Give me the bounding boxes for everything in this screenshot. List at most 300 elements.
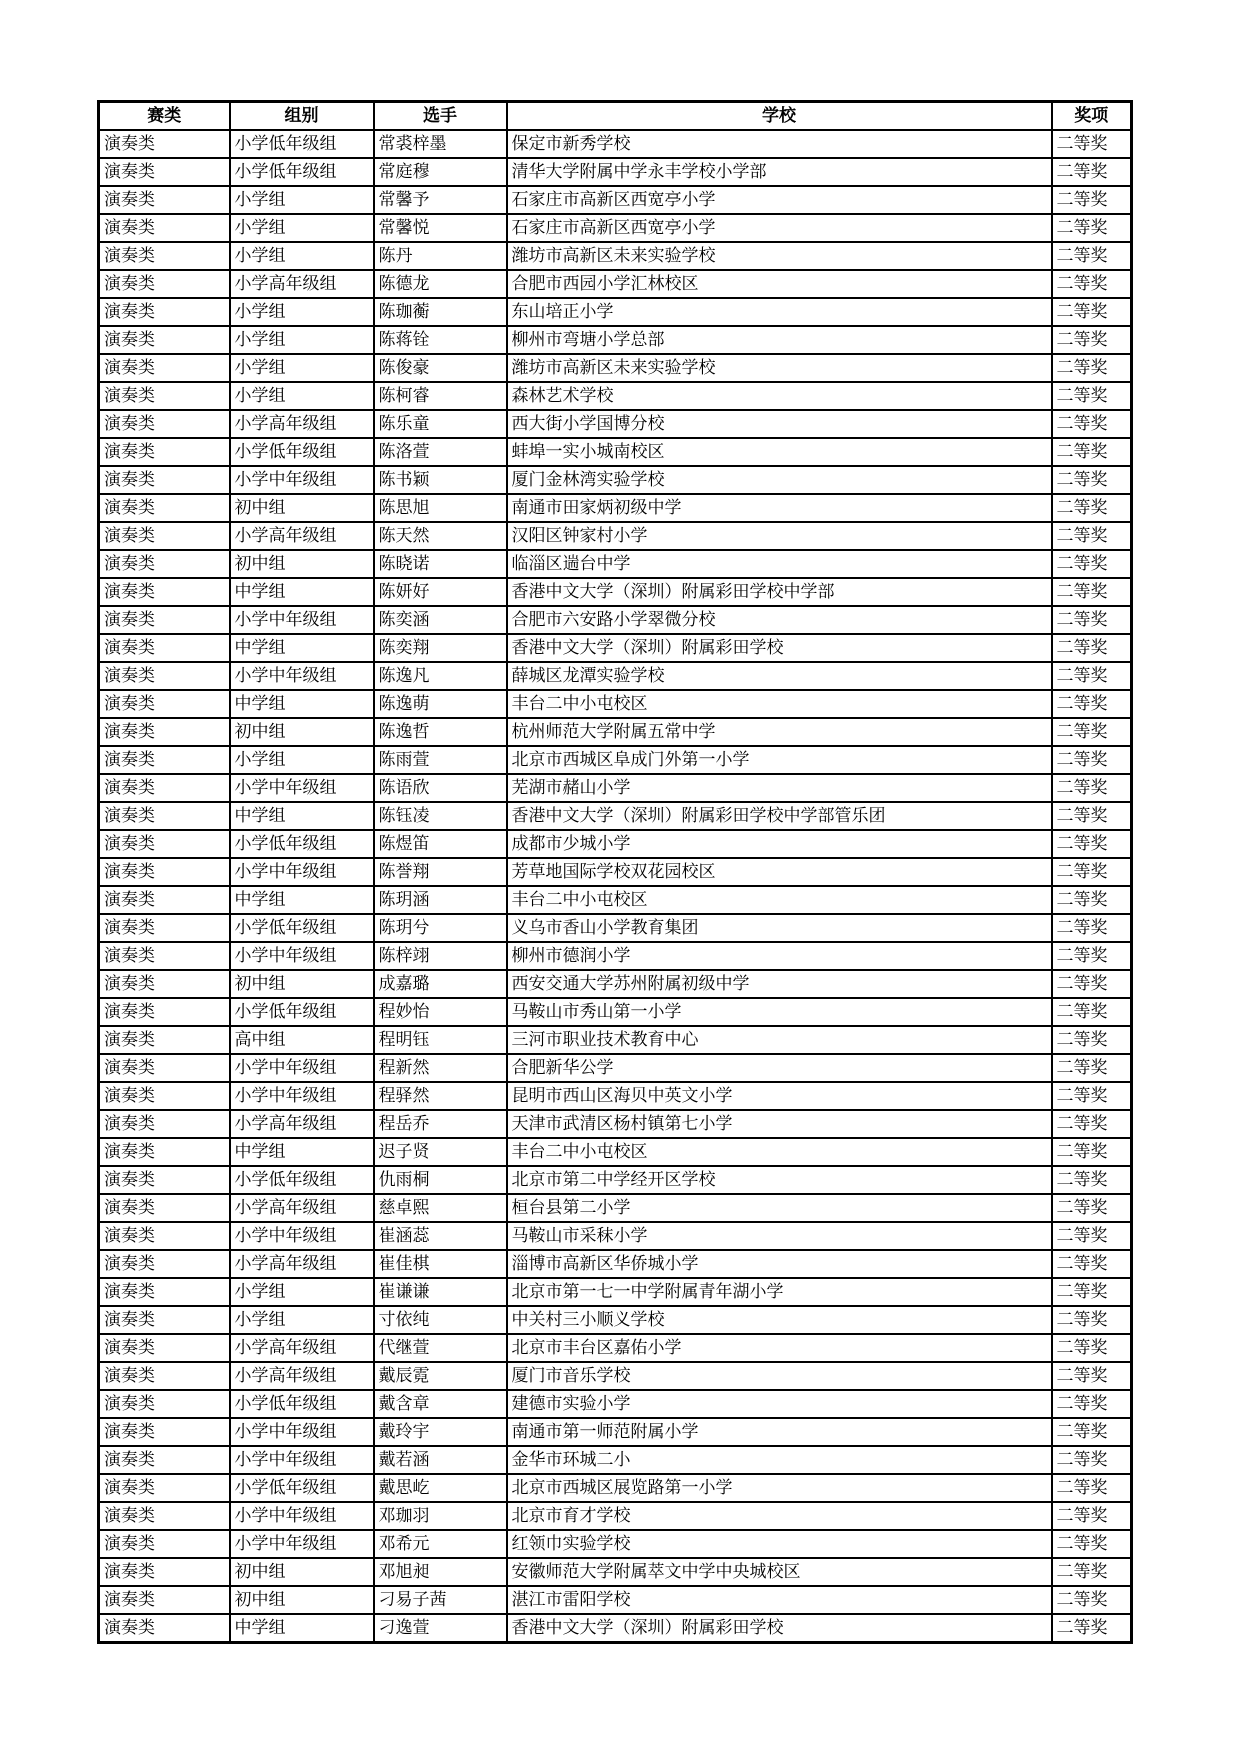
table-row xyxy=(99,1586,1132,1614)
cell-category: 演奏类 xyxy=(99,970,230,998)
cell-award: 二等奖 xyxy=(1052,494,1132,522)
cell-group: 中学组 xyxy=(230,1614,374,1643)
cell-award: 二等奖 xyxy=(1052,1110,1132,1138)
cell-award: 二等奖 xyxy=(1052,550,1132,578)
cell-category: 演奏类 xyxy=(99,1278,230,1306)
cell-award: 二等奖 xyxy=(1052,1138,1132,1166)
cell-contestant: 陈俊豪 xyxy=(374,354,507,382)
table-header-row xyxy=(99,102,1132,131)
cell-award: 二等奖 xyxy=(1052,1362,1132,1390)
cell-group: 小学中年级组 xyxy=(230,858,374,886)
cell-school: 丰台二中小屯校区 xyxy=(507,1138,1052,1166)
cell-school: 马鞍山市秀山第一小学 xyxy=(507,998,1052,1026)
cell-school: 北京市丰台区嘉佑小学 xyxy=(507,1334,1052,1362)
table-row xyxy=(99,1278,1132,1306)
cell-school: 义乌市香山小学教育集团 xyxy=(507,914,1052,942)
cell-category: 演奏类 xyxy=(99,858,230,886)
cell-group: 小学中年级组 xyxy=(230,774,374,802)
cell-award: 二等奖 xyxy=(1052,634,1132,662)
cell-award: 二等奖 xyxy=(1052,942,1132,970)
cell-award: 二等奖 xyxy=(1052,606,1132,634)
cell-contestant: 陈珈蘅 xyxy=(374,298,507,326)
cell-award: 二等奖 xyxy=(1052,1474,1132,1502)
cell-school: 昆明市西山区海贝中英文小学 xyxy=(507,1082,1052,1110)
cell-group: 小学中年级组 xyxy=(230,662,374,690)
cell-award: 二等奖 xyxy=(1052,158,1132,186)
table-row xyxy=(99,298,1132,326)
cell-group: 小学高年级组 xyxy=(230,1110,374,1138)
cell-award: 二等奖 xyxy=(1052,1054,1132,1082)
cell-school: 红领巾实验学校 xyxy=(507,1530,1052,1558)
cell-school: 南通市第一师范附属小学 xyxy=(507,1418,1052,1446)
cell-contestant: 常裘梓墨 xyxy=(374,130,507,158)
table-row xyxy=(99,634,1132,662)
cell-group: 小学高年级组 xyxy=(230,1362,374,1390)
cell-group: 小学低年级组 xyxy=(230,1474,374,1502)
cell-award: 二等奖 xyxy=(1052,1026,1132,1054)
table-row xyxy=(99,1222,1132,1250)
cell-contestant: 陈妍好 xyxy=(374,578,507,606)
cell-school: 马鞍山市采秣小学 xyxy=(507,1222,1052,1250)
cell-award: 二等奖 xyxy=(1052,886,1132,914)
cell-school: 建德市实验小学 xyxy=(507,1390,1052,1418)
cell-group: 高中组 xyxy=(230,1026,374,1054)
cell-award: 二等奖 xyxy=(1052,662,1132,690)
cell-group: 小学低年级组 xyxy=(230,830,374,858)
cell-category: 演奏类 xyxy=(99,1082,230,1110)
cell-category: 演奏类 xyxy=(99,662,230,690)
table-row xyxy=(99,1194,1132,1222)
cell-contestant: 陈天然 xyxy=(374,522,507,550)
cell-group: 小学中年级组 xyxy=(230,1082,374,1110)
cell-award: 二等奖 xyxy=(1052,1306,1132,1334)
cell-contestant: 陈奕涵 xyxy=(374,606,507,634)
cell-category: 演奏类 xyxy=(99,1586,230,1614)
cell-category: 演奏类 xyxy=(99,1166,230,1194)
cell-school: 合肥市西园小学汇林校区 xyxy=(507,270,1052,298)
cell-award: 二等奖 xyxy=(1052,718,1132,746)
cell-group: 中学组 xyxy=(230,634,374,662)
cell-contestant: 陈逸萌 xyxy=(374,690,507,718)
cell-contestant: 常馨予 xyxy=(374,186,507,214)
cell-group: 小学组 xyxy=(230,1278,374,1306)
cell-group: 小学高年级组 xyxy=(230,1334,374,1362)
cell-contestant: 代继萱 xyxy=(374,1334,507,1362)
cell-category: 演奏类 xyxy=(99,298,230,326)
cell-category: 演奏类 xyxy=(99,1418,230,1446)
cell-school: 蚌埠一实小城南校区 xyxy=(507,438,1052,466)
cell-category: 演奏类 xyxy=(99,1446,230,1474)
cell-award: 二等奖 xyxy=(1052,858,1132,886)
cell-group: 小学组 xyxy=(230,1306,374,1334)
cell-contestant: 程明钰 xyxy=(374,1026,507,1054)
cell-group: 初中组 xyxy=(230,1558,374,1586)
cell-contestant: 陈钰凌 xyxy=(374,802,507,830)
cell-award: 二等奖 xyxy=(1052,578,1132,606)
cell-category: 演奏类 xyxy=(99,774,230,802)
cell-award: 二等奖 xyxy=(1052,1530,1132,1558)
cell-award: 二等奖 xyxy=(1052,1194,1132,1222)
cell-award: 二等奖 xyxy=(1052,326,1132,354)
cell-category: 演奏类 xyxy=(99,1222,230,1250)
table-row xyxy=(99,1418,1132,1446)
table-row xyxy=(99,1334,1132,1362)
column-header-category: 赛类 xyxy=(99,102,230,131)
cell-group: 小学中年级组 xyxy=(230,1418,374,1446)
cell-award: 二等奖 xyxy=(1052,410,1132,438)
cell-category: 演奏类 xyxy=(99,1390,230,1418)
cell-school: 芜湖市赭山小学 xyxy=(507,774,1052,802)
table-row xyxy=(99,270,1132,298)
cell-category: 演奏类 xyxy=(99,942,230,970)
cell-category: 演奏类 xyxy=(99,1474,230,1502)
cell-contestant: 程妙怡 xyxy=(374,998,507,1026)
cell-group: 小学组 xyxy=(230,326,374,354)
cell-group: 小学低年级组 xyxy=(230,130,374,158)
cell-school: 丰台二中小屯校区 xyxy=(507,690,1052,718)
cell-contestant: 成嘉璐 xyxy=(374,970,507,998)
cell-group: 小学中年级组 xyxy=(230,1530,374,1558)
cell-category: 演奏类 xyxy=(99,1334,230,1362)
cell-award: 二等奖 xyxy=(1052,214,1132,242)
cell-award: 二等奖 xyxy=(1052,830,1132,858)
cell-contestant: 陈玥兮 xyxy=(374,914,507,942)
cell-group: 小学低年级组 xyxy=(230,1166,374,1194)
cell-award: 二等奖 xyxy=(1052,1418,1132,1446)
cell-contestant: 邓旭昶 xyxy=(374,1558,507,1586)
cell-award: 二等奖 xyxy=(1052,1390,1132,1418)
cell-group: 小学组 xyxy=(230,354,374,382)
cell-group: 小学中年级组 xyxy=(230,466,374,494)
cell-group: 中学组 xyxy=(230,802,374,830)
table-row xyxy=(99,354,1132,382)
cell-award: 二等奖 xyxy=(1052,438,1132,466)
cell-contestant: 邓珈羽 xyxy=(374,1502,507,1530)
cell-award: 二等奖 xyxy=(1052,690,1132,718)
cell-group: 小学中年级组 xyxy=(230,1502,374,1530)
cell-school: 合肥市六安路小学翠微分校 xyxy=(507,606,1052,634)
cell-contestant: 崔谦谦 xyxy=(374,1278,507,1306)
cell-group: 小学组 xyxy=(230,214,374,242)
cell-category: 演奏类 xyxy=(99,186,230,214)
cell-award: 二等奖 xyxy=(1052,1222,1132,1250)
table-row xyxy=(99,242,1132,270)
cell-award: 二等奖 xyxy=(1052,522,1132,550)
table-row xyxy=(99,382,1132,410)
cell-contestant: 陈语欣 xyxy=(374,774,507,802)
cell-school: 清华大学附属中学永丰学校小学部 xyxy=(507,158,1052,186)
cell-group: 小学高年级组 xyxy=(230,522,374,550)
cell-group: 小学组 xyxy=(230,746,374,774)
cell-school: 潍坊市高新区未来实验学校 xyxy=(507,242,1052,270)
table-row xyxy=(99,802,1132,830)
table-row xyxy=(99,438,1132,466)
table-row xyxy=(99,130,1132,158)
table-row xyxy=(99,606,1132,634)
cell-award: 二等奖 xyxy=(1052,914,1132,942)
table-row xyxy=(99,1250,1132,1278)
cell-contestant: 陈丹 xyxy=(374,242,507,270)
cell-group: 小学高年级组 xyxy=(230,1194,374,1222)
cell-contestant: 戴含章 xyxy=(374,1390,507,1418)
cell-contestant: 戴若涵 xyxy=(374,1446,507,1474)
cell-contestant: 戴思屹 xyxy=(374,1474,507,1502)
cell-category: 演奏类 xyxy=(99,606,230,634)
cell-category: 演奏类 xyxy=(99,886,230,914)
table-row xyxy=(99,466,1132,494)
cell-contestant: 邓希元 xyxy=(374,1530,507,1558)
table-row xyxy=(99,326,1132,354)
cell-group: 中学组 xyxy=(230,1138,374,1166)
table-row xyxy=(99,550,1132,578)
cell-award: 二等奖 xyxy=(1052,1250,1132,1278)
cell-group: 小学组 xyxy=(230,382,374,410)
cell-category: 演奏类 xyxy=(99,1558,230,1586)
cell-school: 石家庄市高新区西宽亭小学 xyxy=(507,186,1052,214)
cell-group: 小学中年级组 xyxy=(230,942,374,970)
cell-school: 香港中文大学（深圳）附属彩田学校 xyxy=(507,1614,1052,1643)
cell-group: 小学高年级组 xyxy=(230,410,374,438)
cell-award: 二等奖 xyxy=(1052,998,1132,1026)
cell-school: 香港中文大学（深圳）附属彩田学校中学部 xyxy=(507,578,1052,606)
cell-category: 演奏类 xyxy=(99,578,230,606)
cell-contestant: 陈煜笛 xyxy=(374,830,507,858)
cell-group: 小学低年级组 xyxy=(230,1390,374,1418)
cell-contestant: 陈乐童 xyxy=(374,410,507,438)
cell-category: 演奏类 xyxy=(99,746,230,774)
cell-contestant: 寸依纯 xyxy=(374,1306,507,1334)
table-row xyxy=(99,214,1132,242)
table-row xyxy=(99,1614,1132,1643)
cell-category: 演奏类 xyxy=(99,270,230,298)
table-row xyxy=(99,970,1132,998)
cell-school: 保定市新秀学校 xyxy=(507,130,1052,158)
cell-school: 临淄区遄台中学 xyxy=(507,550,1052,578)
cell-category: 演奏类 xyxy=(99,382,230,410)
cell-group: 小学低年级组 xyxy=(230,158,374,186)
cell-school: 潍坊市高新区未来实验学校 xyxy=(507,354,1052,382)
cell-group: 小学低年级组 xyxy=(230,998,374,1026)
cell-award: 二等奖 xyxy=(1052,354,1132,382)
cell-school: 成都市少城小学 xyxy=(507,830,1052,858)
table-row xyxy=(99,1306,1132,1334)
cell-category: 演奏类 xyxy=(99,1614,230,1643)
table-row xyxy=(99,886,1132,914)
cell-category: 演奏类 xyxy=(99,410,230,438)
table-row xyxy=(99,1362,1132,1390)
cell-category: 演奏类 xyxy=(99,1054,230,1082)
cell-award: 二等奖 xyxy=(1052,1334,1132,1362)
cell-category: 演奏类 xyxy=(99,1362,230,1390)
cell-school: 中关村三小顺义学校 xyxy=(507,1306,1052,1334)
cell-school: 北京市西城区阜成门外第一小学 xyxy=(507,746,1052,774)
cell-contestant: 陈德龙 xyxy=(374,270,507,298)
cell-contestant: 陈奕翔 xyxy=(374,634,507,662)
cell-group: 初中组 xyxy=(230,1586,374,1614)
cell-category: 演奏类 xyxy=(99,130,230,158)
cell-contestant: 崔佳棋 xyxy=(374,1250,507,1278)
cell-category: 演奏类 xyxy=(99,1138,230,1166)
cell-group: 小学高年级组 xyxy=(230,270,374,298)
cell-award: 二等奖 xyxy=(1052,1278,1132,1306)
cell-group: 小学组 xyxy=(230,186,374,214)
cell-award: 二等奖 xyxy=(1052,802,1132,830)
cell-contestant: 陈晓诺 xyxy=(374,550,507,578)
cell-school: 石家庄市高新区西宽亭小学 xyxy=(507,214,1052,242)
table-row xyxy=(99,158,1132,186)
table-row xyxy=(99,578,1132,606)
column-header-contestant: 选手 xyxy=(374,102,507,131)
table-row xyxy=(99,1558,1132,1586)
table-body xyxy=(99,130,1132,1643)
table-row xyxy=(99,1054,1132,1082)
cell-group: 小学低年级组 xyxy=(230,438,374,466)
cell-contestant: 戴辰霓 xyxy=(374,1362,507,1390)
table-row xyxy=(99,410,1132,438)
cell-contestant: 程新然 xyxy=(374,1054,507,1082)
table-row xyxy=(99,998,1132,1026)
table-row xyxy=(99,1446,1132,1474)
table-row xyxy=(99,942,1132,970)
cell-school: 北京市育才学校 xyxy=(507,1502,1052,1530)
table-row xyxy=(99,1502,1132,1530)
cell-school: 西安交通大学苏州附属初级中学 xyxy=(507,970,1052,998)
cell-contestant: 常馨悦 xyxy=(374,214,507,242)
cell-school: 北京市第二中学经开区学校 xyxy=(507,1166,1052,1194)
column-header-group: 组别 xyxy=(230,102,374,131)
cell-school: 香港中文大学（深圳）附属彩田学校中学部管乐团 xyxy=(507,802,1052,830)
cell-school: 西大街小学国博分校 xyxy=(507,410,1052,438)
cell-category: 演奏类 xyxy=(99,1110,230,1138)
cell-category: 演奏类 xyxy=(99,998,230,1026)
cell-award: 二等奖 xyxy=(1052,466,1132,494)
cell-award: 二等奖 xyxy=(1052,298,1132,326)
cell-award: 二等奖 xyxy=(1052,382,1132,410)
cell-contestant: 迟子贤 xyxy=(374,1138,507,1166)
cell-group: 小学中年级组 xyxy=(230,1222,374,1250)
cell-group: 中学组 xyxy=(230,690,374,718)
table-row xyxy=(99,494,1132,522)
cell-category: 演奏类 xyxy=(99,802,230,830)
cell-school: 合肥新华公学 xyxy=(507,1054,1052,1082)
cell-group: 初中组 xyxy=(230,494,374,522)
cell-category: 演奏类 xyxy=(99,326,230,354)
cell-school: 森林艺术学校 xyxy=(507,382,1052,410)
cell-award: 二等奖 xyxy=(1052,130,1132,158)
cell-award: 二等奖 xyxy=(1052,270,1132,298)
cell-contestant: 常庭穆 xyxy=(374,158,507,186)
cell-group: 中学组 xyxy=(230,886,374,914)
cell-award: 二等奖 xyxy=(1052,1082,1132,1110)
cell-school: 薛城区龙潭实验学校 xyxy=(507,662,1052,690)
cell-category: 演奏类 xyxy=(99,1306,230,1334)
cell-school: 北京市第一七一中学附属青年湖小学 xyxy=(507,1278,1052,1306)
cell-school: 淄博市高新区华侨城小学 xyxy=(507,1250,1052,1278)
award-table xyxy=(97,100,1133,1644)
cell-group: 小学高年级组 xyxy=(230,1250,374,1278)
cell-award: 二等奖 xyxy=(1052,746,1132,774)
cell-school: 芳草地国际学校双花园校区 xyxy=(507,858,1052,886)
cell-category: 演奏类 xyxy=(99,914,230,942)
cell-school: 厦门市音乐学校 xyxy=(507,1362,1052,1390)
table-row xyxy=(99,1026,1132,1054)
cell-contestant: 陈蒋铨 xyxy=(374,326,507,354)
cell-school: 柳州市弯塘小学总部 xyxy=(507,326,1052,354)
cell-category: 演奏类 xyxy=(99,1530,230,1558)
cell-award: 二等奖 xyxy=(1052,774,1132,802)
cell-category: 演奏类 xyxy=(99,718,230,746)
cell-school: 厦门金林湾实验学校 xyxy=(507,466,1052,494)
cell-category: 演奏类 xyxy=(99,522,230,550)
cell-school: 东山培正小学 xyxy=(507,298,1052,326)
cell-group: 小学组 xyxy=(230,242,374,270)
cell-school: 安徽师范大学附属萃文中学中央城校区 xyxy=(507,1558,1052,1586)
table-row xyxy=(99,186,1132,214)
table-row xyxy=(99,662,1132,690)
cell-category: 演奏类 xyxy=(99,1194,230,1222)
cell-group: 小学中年级组 xyxy=(230,1446,374,1474)
table-row xyxy=(99,1110,1132,1138)
cell-award: 二等奖 xyxy=(1052,970,1132,998)
cell-group: 小学低年级组 xyxy=(230,914,374,942)
cell-school: 柳州市德润小学 xyxy=(507,942,1052,970)
cell-group: 初中组 xyxy=(230,970,374,998)
cell-group: 中学组 xyxy=(230,578,374,606)
cell-category: 演奏类 xyxy=(99,550,230,578)
cell-contestant: 陈誉翔 xyxy=(374,858,507,886)
cell-category: 演奏类 xyxy=(99,214,230,242)
cell-contestant: 陈梓翊 xyxy=(374,942,507,970)
cell-award: 二等奖 xyxy=(1052,1446,1132,1474)
cell-school: 汉阳区钟家村小学 xyxy=(507,522,1052,550)
cell-school: 北京市西城区展览路第一小学 xyxy=(507,1474,1052,1502)
table-row xyxy=(99,774,1132,802)
cell-award: 二等奖 xyxy=(1052,1166,1132,1194)
cell-category: 演奏类 xyxy=(99,830,230,858)
table-row xyxy=(99,1390,1132,1418)
cell-contestant: 仇雨桐 xyxy=(374,1166,507,1194)
cell-contestant: 陈逸凡 xyxy=(374,662,507,690)
cell-category: 演奏类 xyxy=(99,354,230,382)
table-row xyxy=(99,718,1132,746)
cell-award: 二等奖 xyxy=(1052,1558,1132,1586)
cell-school: 桓台县第二小学 xyxy=(507,1194,1052,1222)
cell-category: 演奏类 xyxy=(99,1502,230,1530)
column-header-award: 奖项 xyxy=(1052,102,1132,131)
cell-contestant: 慈卓熙 xyxy=(374,1194,507,1222)
cell-group: 小学中年级组 xyxy=(230,1054,374,1082)
cell-school: 湛江市雷阳学校 xyxy=(507,1586,1052,1614)
cell-contestant: 陈柯睿 xyxy=(374,382,507,410)
cell-award: 二等奖 xyxy=(1052,186,1132,214)
table-row xyxy=(99,746,1132,774)
cell-school: 三河市职业技术教育中心 xyxy=(507,1026,1052,1054)
cell-group: 小学中年级组 xyxy=(230,606,374,634)
cell-school: 香港中文大学（深圳）附属彩田学校 xyxy=(507,634,1052,662)
table-row xyxy=(99,1530,1132,1558)
cell-category: 演奏类 xyxy=(99,494,230,522)
table-row xyxy=(99,914,1132,942)
cell-contestant: 戴玲宇 xyxy=(374,1418,507,1446)
table-row xyxy=(99,1082,1132,1110)
cell-contestant: 陈书颖 xyxy=(374,466,507,494)
cell-category: 演奏类 xyxy=(99,242,230,270)
cell-contestant: 刁逸萱 xyxy=(374,1614,507,1643)
cell-category: 演奏类 xyxy=(99,466,230,494)
cell-school: 天津市武清区杨村镇第七小学 xyxy=(507,1110,1052,1138)
cell-category: 演奏类 xyxy=(99,158,230,186)
cell-school: 金华市环城二小 xyxy=(507,1446,1052,1474)
